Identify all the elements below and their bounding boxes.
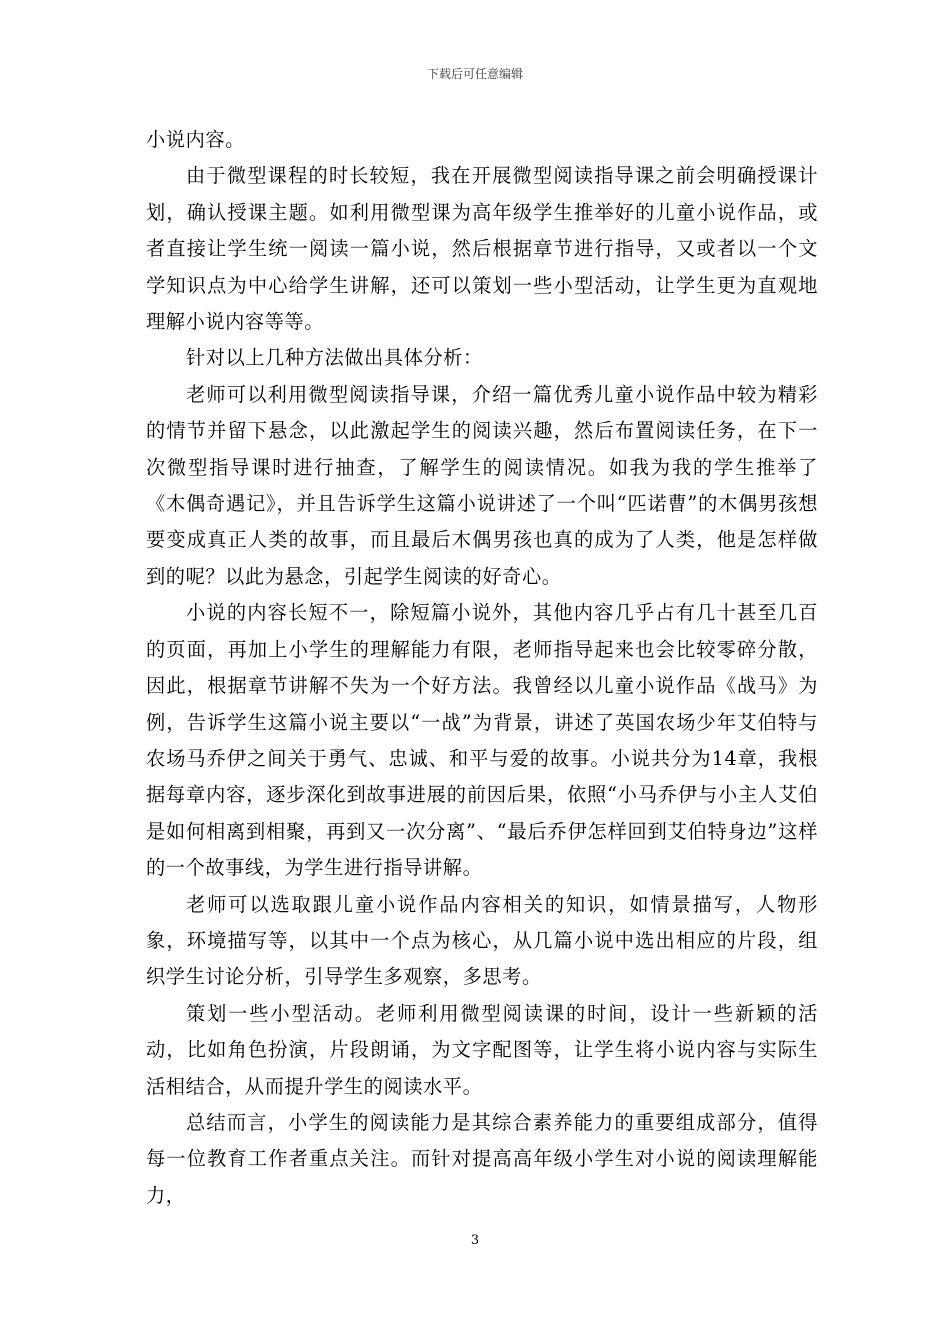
paragraph-conclusion: 总结而言，小学生的阅读能力是其综合素养能力的重要组成部分，值得每一位教育工作者重点关注。而针对提高高年级小学生对小说的阅读理解能力， <box>146 1110 818 1207</box>
paragraph-continuation: 小说内容。 <box>146 128 245 151</box>
document-body <box>146 122 818 1214</box>
paragraph-knowledge-point-method: 老师可以选取跟儿童小说作品内容相关的知识，如情景描写，人物形象，环境描写等，以其中一个点为核心，从几篇小说中选出相应的片段，组织学生讨论分析，引导学生多观察，多思考。 <box>146 892 818 989</box>
paragraph-lesson-planning: 由于微型课程的时长较短，我在开展微型阅读指导课之前会明确授课计划，确认授课主题。如利用微型课为高年级学生推举好的儿童小说作品，或者直接让学生统一阅读一篇小说，然后根据章节进行指导，又或者以一个文学知识点为中心给学生讲解，还可以策划一些小型活动，让学生更为直观地理解小说内容等等。 <box>146 164 818 334</box>
paragraph-suspense-method: 老师可以利用微型阅读指导课，介绍一篇优秀儿童小说作品中较为精彩的情节并留下悬念，以此激起学生的阅读兴趣，然后布置阅读任务，在下一次微型指导课时进行抽查，了解学生的阅读情况。如我为我的学生推举了《木偶奇遇记》，并且告诉学生这篇小说讲述了一个叫“匹诺曹”的木偶男孩想要变成真正人类的故事，而且最后木偶男孩也真的成为了人类，他是怎样做到的呢？以此为悬念，引起学生阅读的好奇心。 <box>146 382 818 588</box>
paragraph-chapter-method: 小说的内容长短不一，除短篇小说外，其他内容几乎占有几十甚至几百的页面，再加上小学生的理解能力有限，老师指导起来也会比较零碎分散，因此，根据章节讲解不失为一个好方法。我曾经以儿童小说作品《战马》为例，告诉学生这篇小说主要以“一战”为背景，讲述了英国农场少年艾伯特与农场马乔伊之间关于勇气、忠诚、和平与爱的故事。小说共分为14章，我根据每章内容，逐步深化到故事进展的前因后果，依照“小马乔伊与小主人艾伯是如何相离到相聚，再到又一次分离”、“最后乔伊怎样回到艾伯特身边”这样的一个故事线，为学生进行指导讲解。 <box>146 601 818 880</box>
page-number: 3 <box>470 1233 480 1248</box>
page-header-note: 下载后可任意编辑 <box>426 67 523 81</box>
paragraph-activity-method: 策划一些小型活动。老师利用微型阅读课的时间，设计一些新颖的活动，比如角色扮演，片段朗诵，为文字配图等，让学生将小说内容与实际生活相结合，从而提升学生的阅读水平。 <box>146 1001 818 1098</box>
paragraph-analysis-intro: 针对以上几种方法做出具体分析： <box>186 346 483 370</box>
